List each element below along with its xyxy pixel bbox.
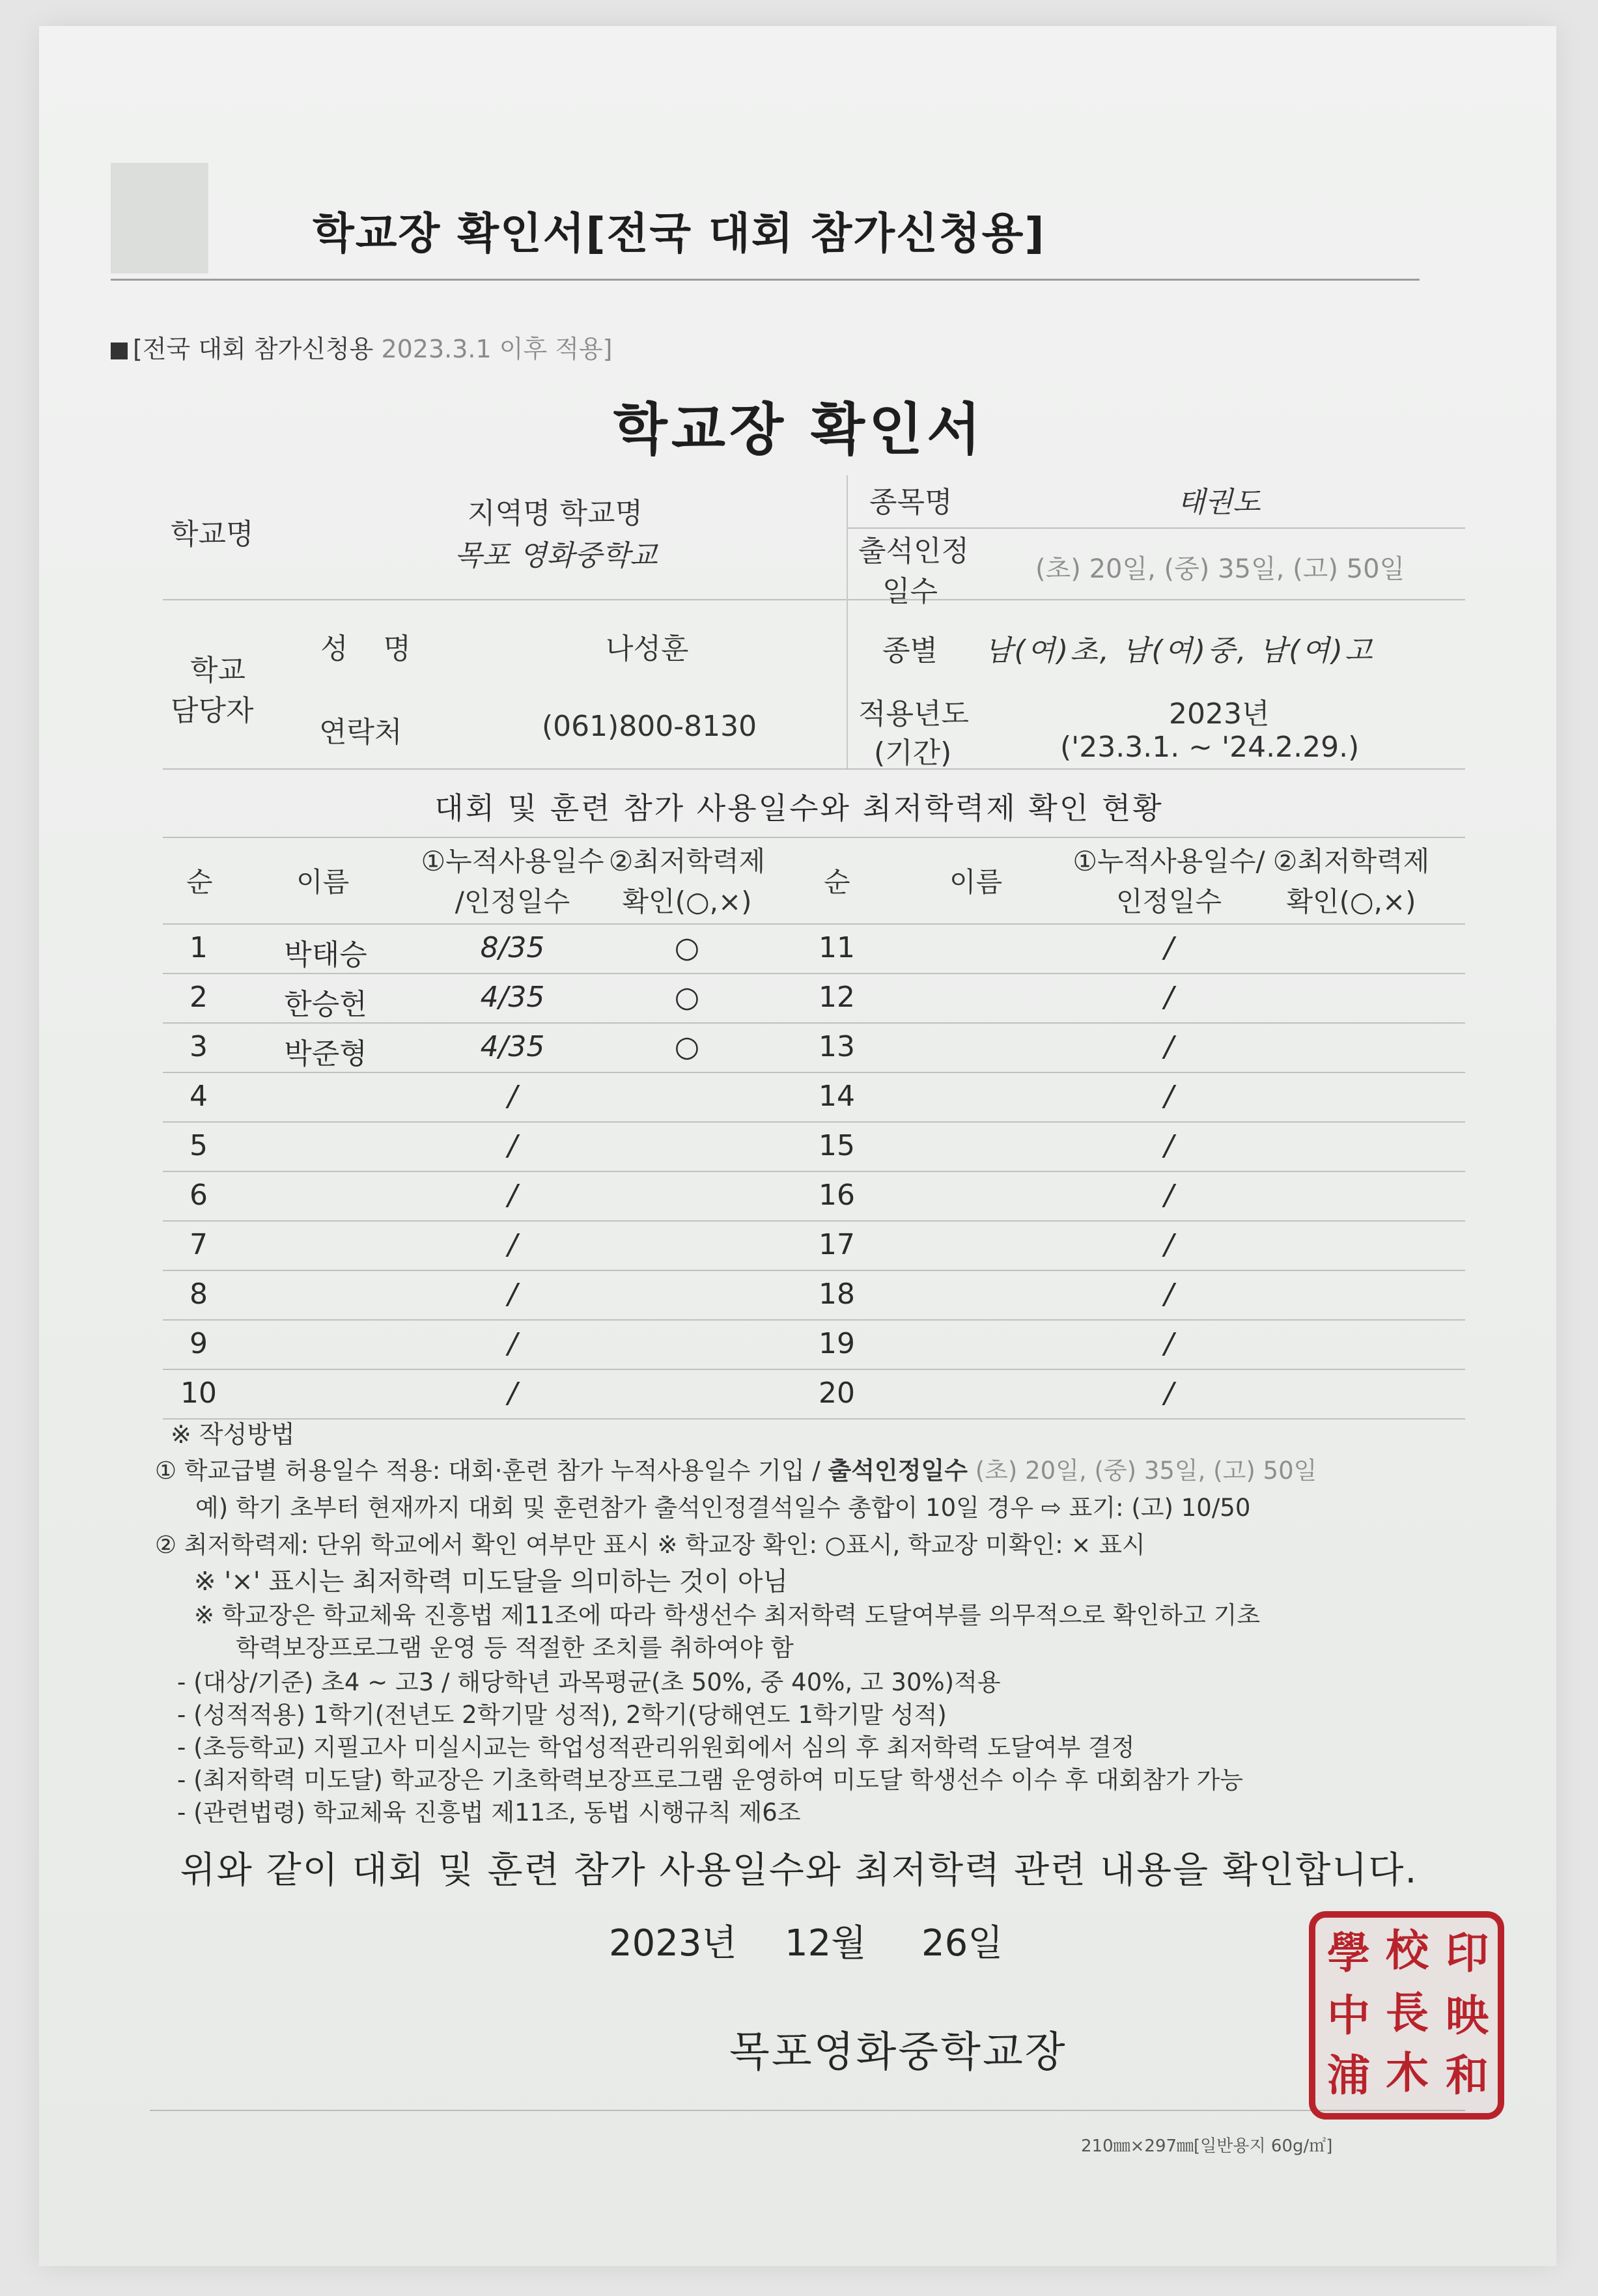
- cell-r-days: /: [1164, 1278, 1174, 1311]
- contact-value: (061)800-8130: [542, 710, 757, 743]
- info-divider-1: [163, 599, 1465, 600]
- th-min1-right: ②최저학력제: [1272, 845, 1430, 877]
- cell-r-no: 17: [819, 1228, 855, 1261]
- official-seal-stamp: 學 校 印 中 長 映 浦 木 和: [1309, 1911, 1504, 2120]
- cell-l-name: 박태승: [284, 938, 367, 972]
- cell-l-no: 6: [189, 1179, 208, 1212]
- cell-r-days: /: [1164, 1080, 1174, 1113]
- th-no-right: 순: [824, 866, 850, 898]
- table-row-line: [163, 1418, 1465, 1420]
- table-row-line: [163, 1072, 1465, 1073]
- cell-l-days: 4/35: [480, 981, 545, 1014]
- principal-signature: 목포영화중학교장: [729, 2028, 1067, 2077]
- table-row-line: [163, 1121, 1465, 1123]
- table-row-line: [163, 1022, 1465, 1024]
- th-min2-right: 확인(○,×): [1286, 886, 1416, 917]
- table-row-line: [163, 973, 1465, 974]
- header-shade-box: [111, 163, 208, 273]
- school-hint: 지역명 학교명: [468, 497, 643, 530]
- year-period: ('23.3.1. ~ '24.2.29.): [1060, 731, 1360, 764]
- cell-l-name: 박준형: [284, 1037, 367, 1071]
- th-days1-right: ①누적사용일수/: [1072, 845, 1265, 877]
- status-section-title: 대회 및 훈련 참가 사용일수와 최저학력제 확인 현황: [434, 791, 1164, 826]
- cell-l-days: /: [507, 1377, 518, 1410]
- cell-l-no: 9: [189, 1327, 208, 1360]
- attendance-value: (초) 20일, (중) 35일, (고) 50일: [1035, 554, 1405, 584]
- instructions-heading: ※ 작성방법: [171, 1420, 295, 1449]
- detail-1: - (대상/기준) 초4 ~ 고3 / 해당학년 과목평균(초 50%, 중 40%, 고 30%)적용: [177, 1668, 1001, 1696]
- cell-r-days: /: [1164, 931, 1174, 964]
- school-label: 학교명: [171, 518, 254, 551]
- instruction-4b: 학력보장프로그램 운영 등 적절한 조치를 취하여야 함: [236, 1634, 794, 1662]
- instruction-2: ② 최저학력제: 단위 학교에서 확인 여부만 표시 ※ 학교장 확인: ○표시, 학교장 미확인: × 표시: [155, 1531, 1145, 1559]
- cell-r-no: 19: [819, 1327, 855, 1360]
- instruction-1: [155, 1451, 1317, 1486]
- th-days1-left: ①누적사용일수: [421, 845, 604, 877]
- attendance-label-2: 일수: [882, 575, 938, 608]
- cell-l-no: 2: [189, 981, 208, 1014]
- cell-r-no: 14: [819, 1080, 855, 1113]
- cell-r-days: /: [1164, 1228, 1174, 1261]
- cell-l-days: /: [507, 1129, 518, 1162]
- document-header: 학교장 확인서[전국 대회 참가신청용]: [313, 208, 1046, 259]
- cell-l-days: /: [507, 1278, 518, 1311]
- th-days2-left: /인정일수: [455, 886, 570, 917]
- contact-label: 연락처: [319, 716, 402, 749]
- instruction-1-example: 예) 학기 초부터 현재까지 대회 및 훈련참가 출석인정결석일수 총합이 10일 경우 ⇨ 표기: (고) 10/50: [195, 1494, 1251, 1522]
- cell-r-days: /: [1164, 1327, 1174, 1360]
- name-label: 성 명: [320, 632, 424, 665]
- info-vdivider: [847, 475, 848, 768]
- th-min1-left: ②최저학력제: [608, 845, 766, 877]
- detail-3: - (초등학교) 지필고사 미실시교는 학업성적관리위원회에서 심의 후 최저학력 도달여부 결정: [177, 1733, 1135, 1761]
- cell-l-no: 10: [180, 1377, 217, 1410]
- table-top-line: [163, 837, 1465, 838]
- th-min2-left: 확인(○,×): [622, 886, 752, 917]
- cell-l-days: /: [507, 1179, 518, 1212]
- th-name-left: 이름: [296, 866, 350, 898]
- category-label: 종별: [882, 634, 938, 667]
- manager-label-1: 학교: [190, 654, 246, 687]
- cell-l-days: /: [507, 1327, 518, 1360]
- cell-l-min: ○: [674, 981, 700, 1014]
- cell-l-days: /: [507, 1080, 518, 1113]
- note-date: 2023.3.1 이후 적용]: [381, 335, 613, 363]
- cell-l-no: 5: [189, 1129, 208, 1162]
- note-prefix: [전국 대회 참가신청용: [133, 335, 374, 363]
- date-day: 26일: [921, 1922, 1003, 1965]
- header-rule: [111, 279, 1420, 281]
- instruction-1-days: (초) 20일, (중) 35일, (고) 50일: [967, 1457, 1317, 1485]
- cell-l-no: 7: [189, 1228, 208, 1261]
- sport-value: 태권도: [1177, 486, 1261, 519]
- paper-spec-footer: 210㎜×297㎜[일반용지 60g/㎡]: [1081, 2136, 1333, 2156]
- cell-r-no: 13: [819, 1030, 855, 1063]
- cell-r-days: /: [1164, 1030, 1174, 1063]
- date-year: 2023년: [609, 1922, 737, 1965]
- cell-r-no: 16: [819, 1179, 855, 1212]
- cell-l-no: 8: [189, 1278, 208, 1311]
- info-divider-3: [163, 768, 1465, 770]
- square-bullet-icon: [111, 343, 128, 359]
- instruction-4a: ※ 학교장은 학교체육 진흥법 제11조에 따라 학생선수 최저학력 도달여부를 의무적으로 확인하고 기초: [194, 1601, 1261, 1629]
- detail-5: - (관련법령) 학교체육 진흥법 제11조, 동법 시행규칙 제6조: [177, 1799, 801, 1827]
- instruction-3: ※ '×' 표시는 최저학력 미도달을 의미하는 것이 아님: [194, 1567, 789, 1597]
- th-name-right: 이름: [949, 866, 1003, 898]
- cell-r-no: 15: [819, 1129, 855, 1162]
- cell-l-min: ○: [674, 1030, 700, 1063]
- detail-2: - (성적적용) 1학기(전년도 2학기말 성적), 2학기(당해연도 1학기말 성적): [177, 1701, 947, 1729]
- cell-l-name: 한승헌: [284, 988, 367, 1021]
- table-row-line: [163, 1270, 1465, 1271]
- year-label-2: (기간): [874, 736, 952, 770]
- cell-r-no: 20: [819, 1377, 855, 1410]
- cell-l-days: 8/35: [480, 931, 545, 964]
- manager-label-2: 담당자: [171, 694, 254, 727]
- th-days2-right: 인정일수: [1115, 886, 1222, 917]
- cell-r-days: /: [1164, 1377, 1174, 1410]
- applicability-note: [111, 329, 613, 365]
- category-value: 남(여)초, 남(여)중, 남(여)고: [985, 634, 1375, 667]
- footer-rule: [150, 2110, 1465, 2111]
- attendance-label-1: 출석인정: [858, 535, 970, 568]
- table-row-line: [163, 1220, 1465, 1222]
- cell-r-days: /: [1164, 981, 1174, 1014]
- table-row-line: [163, 1171, 1465, 1172]
- table-header-bottom-line: [163, 923, 1465, 925]
- cell-r-days: /: [1164, 1179, 1174, 1212]
- date-month: 12월: [785, 1922, 867, 1965]
- school-name: 목포 영화중학교: [455, 539, 658, 572]
- manager-name: 나성훈: [606, 632, 689, 665]
- cell-r-no: 18: [819, 1278, 855, 1311]
- cell-r-days: /: [1164, 1129, 1174, 1162]
- year-label-1: 적용년도: [858, 697, 970, 731]
- th-no-left: 순: [186, 866, 213, 898]
- main-title: 학교장 확인서: [613, 397, 985, 462]
- table-row-line: [163, 1369, 1465, 1370]
- instruction-1-bold: 출석인정일수: [828, 1457, 968, 1485]
- sport-label: 종목명: [869, 486, 953, 519]
- cell-l-days: 4/35: [480, 1030, 545, 1063]
- detail-4: - (최저학력 미도달) 학교장은 기초학력보장프로그램 운영하여 미도달 학생선수 이수 후 대회참가 가능: [177, 1766, 1244, 1794]
- cell-l-no: 3: [189, 1030, 208, 1063]
- cell-r-no: 11: [819, 931, 855, 964]
- cell-r-no: 12: [819, 981, 855, 1014]
- cell-l-days: /: [507, 1228, 518, 1261]
- table-row-line: [163, 1319, 1465, 1321]
- cell-l-no: 4: [189, 1080, 208, 1113]
- year-value: 2023년: [1169, 697, 1270, 731]
- cell-l-no: 1: [189, 931, 208, 964]
- instruction-1-text: ① 학교급별 허용일수 적용: 대회·훈련 참가 누적사용일수 기입 /: [155, 1457, 828, 1485]
- cell-l-min: ○: [674, 931, 700, 964]
- confirmation-statement: 위와 같이 대회 및 훈련 참가 사용일수와 최저학력 관련 내용을 확인합니다.: [180, 1849, 1418, 1892]
